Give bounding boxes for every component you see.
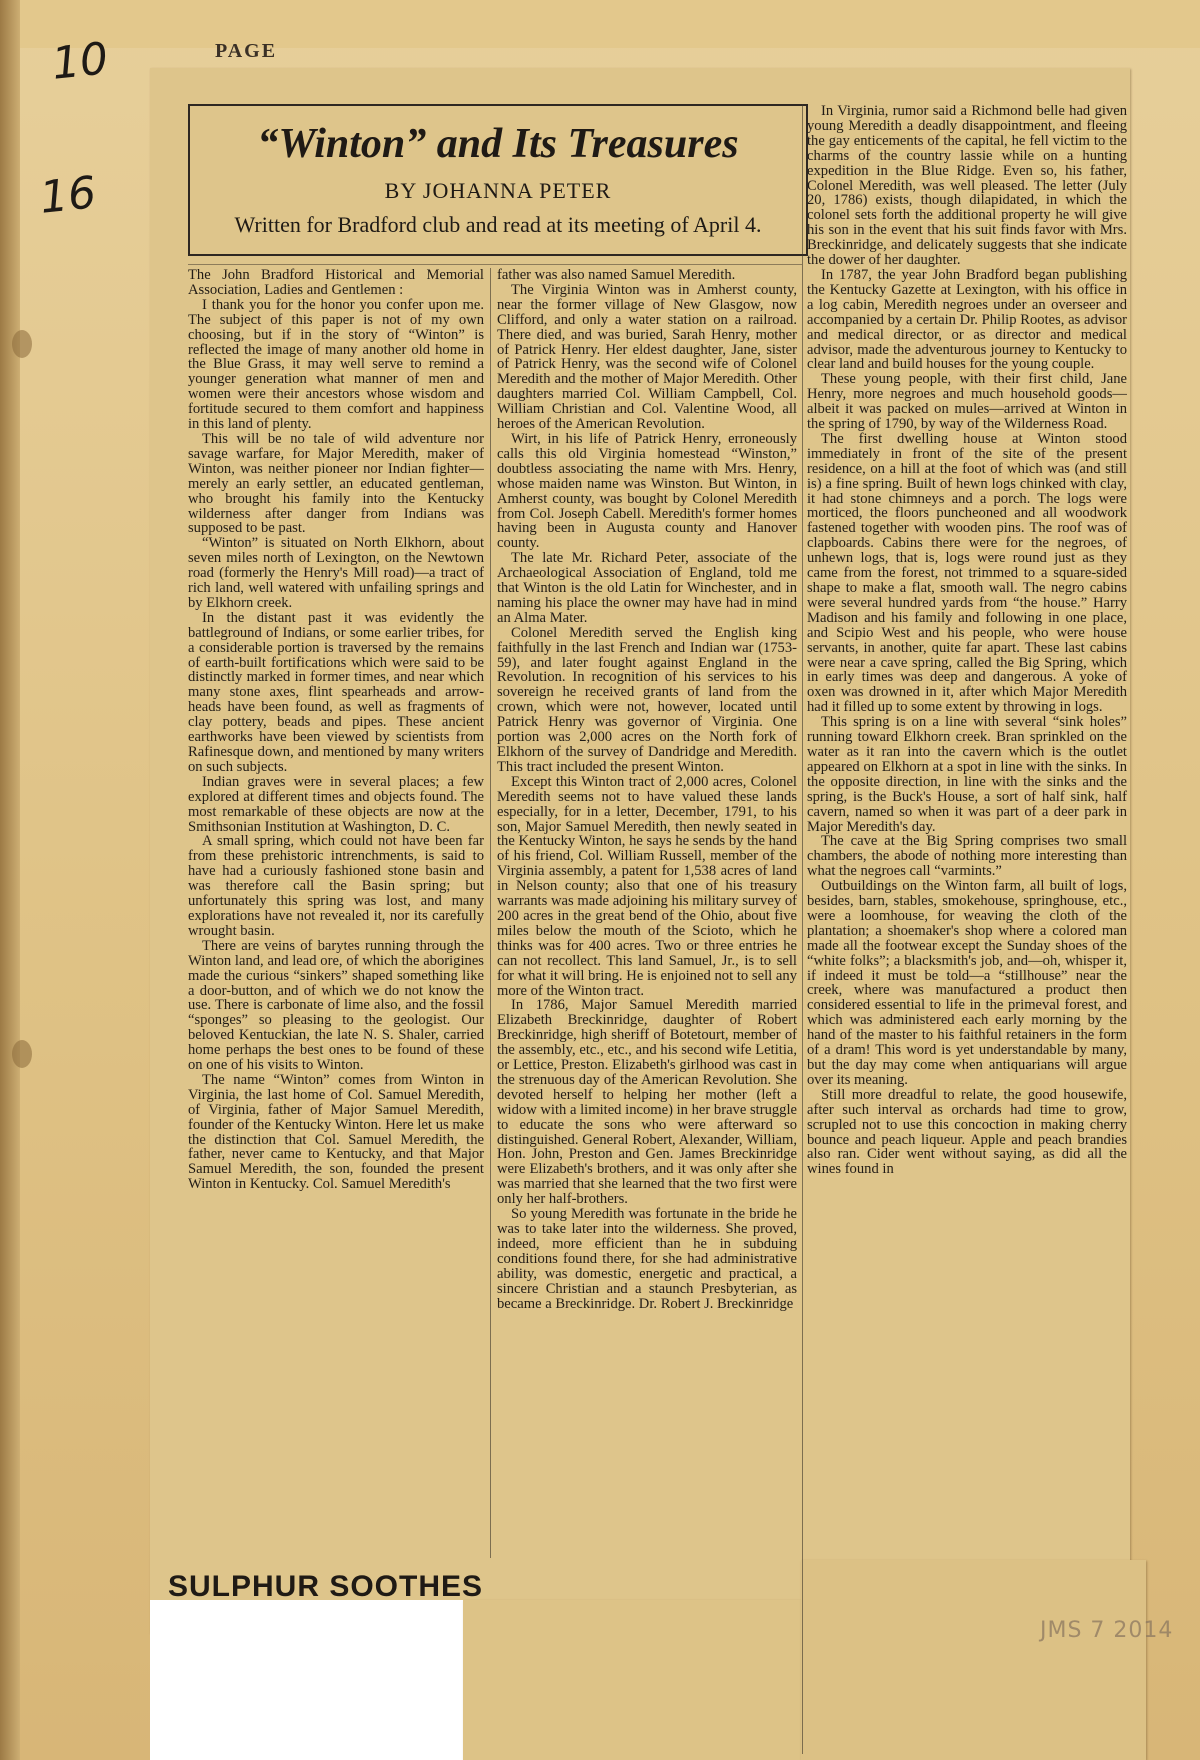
torn-bottom-gap: [150, 1600, 463, 1760]
punch-hole: [12, 330, 32, 358]
article-byline: BY JOHANNA PETER: [384, 178, 612, 203]
article-column-2: [497, 268, 797, 1748]
paragraph: The name “Winton” comes from Winton in Virginia, the last home of Col. Samuel Meredith, of Virginia, father of Major Samuel Meredith, founder of the Kentucky Winton. Here let us make the distinction that Col. Samuel Meredith, the father, never came to Kentucky, and that Major Samuel Meredith, the son, founded the present Winton in Kentucky. Col. Samuel Meredith's: [188, 1071, 484, 1193]
paragraph: “Winton” is situated on North Elkhorn, about seven miles north of Lexington, on the Newtown road (formerly the Henry's Mill road)—a tract of rich land, well watered with unfailing springs and by Elkhorn creek.: [188, 535, 484, 611]
punch-hole: [12, 1040, 32, 1068]
paragraph: Except this Winton tract of 2,000 acres, Colonel Meredith seems not to have valued these lands especially, for in a letter, December, 1791, to his son, Major Samuel Meredith, then newly seated in the Kentucky Winton, he says he sends by the hand of his friend, Col. William Russell, member of the Virginia assembly, a patent for 1,538 acres of land in Nelson county; also that one of his treasury warrants was made adjoining his military survey of 200 acres in the great bend of the Ohio, about five miles below the mouth of the Scioto, which he thinks was for 400 acres. Two or three entries he can not recollect. This land Samuel, Jr., is to sell for what it will bring. He is enjoined not to sell any more of the Winton tract.: [497, 773, 797, 999]
handwritten-mark-left: 16: [37, 167, 99, 224]
paragraph: I thank you for the honor you confer upon me. The subject of this paper is not of my own choosing, but if in the story of “Winton” is reflected the image of many another old home in the Blue Grass, it may well serve to remind a younger generation what manner of men and women were their ancestors whose wisdom and fortitude secured to them comfort and happiness in this land of plenty.: [188, 296, 484, 433]
headline-rule: [188, 264, 802, 265]
paragraph: So young Meredith was fortunate in the bride he was to take later into the wilderness. She proved, indeed, more efficient than he in subduing conditions found there, for she had administrative ability, was domestic, energetic and practical, a sincere Christian and a staunch Presbyterian, as became a Breckinridge. Dr. Robert J. Breckinridge: [497, 1206, 797, 1312]
paragraph: These young people, with their first child, Jane Henry, more negroes and much household goods—albeit it was packed on mules—arrived at Winton in the spring of 1790, by way of the Wilderness Road.: [807, 371, 1127, 433]
paragraph: Wirt, in his life of Patrick Henry, erroneously calls this old Virginia homestead “Winston,” doubtless associating the name with Mrs. Henry, whose maiden name was Winston. But Winton, in Amherst county, was bought by Colonel Meredith from Col. Joseph Cabell. Meredith's former homes having been in Augusta county and Hanover county.: [497, 430, 797, 552]
paragraph: This spring is on a line with several “sink holes” running toward Elkhorn creek. Bran sprinkled on the water as it ran into the cavern which is the outlet appeared on Elkhorn at a spot in line with the sinks. In the opposite direction, in line with the sinks and the spring, is the Buck's House, a sort of half sink, half cavern, named so when it was part of a deer park in Major Meredith's day.: [807, 714, 1127, 835]
headline-box: [188, 104, 808, 256]
paragraph: This will be no tale of wild adventure nor savage warfare, for Major Meredith, maker of Winton, was neither pioneer nor Indian fighter—merely an early settler, an educated gentleman, who brought his family into the Kentucky wilderness after danger from Indians was supposed to be past.: [188, 430, 484, 537]
column-rule: [490, 268, 491, 1558]
paragraph: The first dwelling house at Winton stood immediately in front of the site of the present residence, on a hill at the foot of which was (and still is) a fine spring. Built of hewn logs chinked with clay, it had stone chimneys and a porch. The logs were morticed, the floors puncheoned and all woodwork fastened together with wooden pins. The roof was of clapboards. Cabins there were for the negroes, of unhewn logs, that is, logs were round just as they came from the forest, not trimmed to a square-sided shape to make a flat, smooth wall. The negro cabins were several hundred yards from “the house.” Harry Madison and his family and following in one place, and Scipio West and his people, who were house servants, in another, quite far apart. These last cabins were near a cave spring, called the Big Spring, which in early times was deep and dangerous. A yoke of oxen was drowned in it, after which Major Meredith had it filled up to some extent by throwing in logs.: [807, 430, 1127, 716]
paragraph: father was also named Samuel Meredith.: [497, 268, 736, 283]
paragraph: In 1786, Major Samuel Meredith married Elizabeth Breckinridge, daughter of Robert Breckinridge, high sheriff of Botetourt, member of the assembly, etc., etc., and his second wife Letitia, or Lettice, Preston. Elizabeth's girlhood was cast in the strenuous day of the American Revolution. She devoted herself to helping her mother (left a widow with a limited income) in her brave struggle to educate the sons who were afterward so distinguished. General Robert, Alexander, William, Hon. John, Preston and Gen. James Breckinridge were Elizabeth's brothers, and it was only after she was married that she learned that the two first were only her half-brothers.: [497, 997, 797, 1208]
scrapbook-top-band: [0, 0, 1200, 48]
paragraph: In Virginia, rumor said a Richmond belle had given young Meredith a deadly disappointment, and fleeing the gay enticements of the capital, he fell victim to the charms of the country lassie while on a hunting expedition in the Blue Ridge. Even so, his father, Colonel Meredith, was well pleased. The letter (July 20, 1786) exists, though dilapidated, in which the colonel sets forth the additional property he will give his son in the event that his suit finds favor with Mrs. Breckinridge, and delicately suggests that she indicate the dower of her daughter.: [807, 104, 1127, 269]
paragraph: The cave at the Big Spring comprises two small chambers, the abode of nothing more interesting than what the negroes call “varmints.”: [807, 833, 1127, 880]
column-rule: [802, 104, 803, 1754]
next-article-headline: SULPHUR SOOTHES: [168, 1570, 484, 1603]
article-column-3: [807, 104, 1127, 1754]
binding-edge: [0, 0, 20, 1760]
article-column-1: [188, 268, 484, 1558]
handwritten-mark-top: 10: [49, 33, 111, 90]
paragraph: There are veins of barytes running through the Winton land, and lead ore, of which the aborigines made the curious “sinkers” shaped something like a door-button, and of which we do not know the use. There is carbonate of lime also, and the fossil “sponges” so pleasing to the geologist. Our beloved Kentuckian, the late N. S. Shaler, carried home perhaps the best ones to be found of these on one of his visits to Winton.: [188, 937, 484, 1074]
article-headline: “Winton” and Its Treasures: [257, 121, 739, 167]
paragraph: Indian graves were in several places; a few explored at different times and objects found. The most remarkable of these objects are now at the Smithsonian Institution at Washington, D. C.: [188, 773, 484, 835]
paragraph: Outbuildings on the Winton farm, all built of logs, besides, barn, stables, smokehouse, springhouse, etc., were a loomhouse, for weaving the cloth of the plantation; a shoemaker's shop where a colored man made all the footwear except the Sunday shoes of the “white folks”; a blacksmith's job, and—oh, whisper it, if indeed it must be told—a “stillhouse” near the creek, where was manufactured a product then considered essential to life in the primeval forest, and which was administered each early morning by the hand of the master to his faithful retainers in the form of a dram! This word is yet understandable by many, but the day may come when antiquarians will argue over its meaning.: [807, 878, 1127, 1088]
paragraph: Still more dreadful to relate, the good housewife, after such interval as orchards had time to grow, scrupled not to use this concoction in making cherry bounce and peach liqueur. Apple and peach brandies also ran. Cider went without saying, as did all the wines found in: [807, 1086, 1127, 1178]
paragraph: In 1787, the year John Bradford began publishing the Kentucky Gazette at Lexington, with his office in a log cabin, Meredith negroes under an overseer and accompanied by a certain Dr. Philip Rootes, as advisor and medical director, or as director and medical advisor, made the adventurous journey to Kentucky to clear land and build houses for the young couple.: [807, 266, 1127, 373]
page-label: PAGE: [215, 40, 278, 62]
paragraph: Colonel Meredith served the English king faithfully in the last French and Indian war (1753-59), and later fought against England in the Revolution. In recognition of his services to his sovereign he received grants of land from the crown, which were not, however, located until Patrick Henry was governor of Virginia. One portion was 2,000 acres on the North fork of Elkhorn of the survey of Dandridge and Meredith. This tract included the present Winton.: [497, 624, 797, 775]
article-subhead: Written for Bradford club and read at its meeting of April 4.: [234, 212, 762, 237]
paragraph: The John Bradford Historical and Memorial Association, Ladies and Gentlemen :: [188, 268, 484, 298]
archive-stamp: JMS 7 2014: [1040, 1618, 1174, 1643]
paragraph: In the distant past it was evidently the battleground of Indians, or some earlier tribes, for a considerable portion is traversed by the remains of earth-built fortifications which were said to be distinctly marked in former times, and near which many stone axes, flint spearheads and arrow-heads have been found, as well as fragments of clay pottery, beads and pipes. These ancient earthworks have been viewed by scientists from Rafinesque down, and mentioned by many writers on such subjects.: [188, 609, 484, 775]
paragraph: The late Mr. Richard Peter, associate of the Archaeological Association of England, told me that Winton is the old Latin for Winchester, and in naming his place the owner may have had in mind an Alma Mater.: [497, 550, 797, 626]
paragraph: A small spring, which could not have been far from these prehistoric intrenchments, is said to have had a curiously fashioned stone basin and was therefore call the Basin spring; but unfortunately this spring was lost, and many explorations have not revealed it, nor its carefully wrought basin.: [188, 833, 484, 939]
paragraph: The Virginia Winton was in Amherst county, near the former village of New Glasgow, now Clifford, and only a water station on a railroad. There died, and was buried, Sarah Henry, mother of Patrick Henry. Her eldest daughter, Jane, sister of Patrick Henry, was the second wife of Colonel Meredith and the mother of Major Meredith. Other daughters married Col. William Campbell, Col. William Christian and Col. Valentine Wood, all heroes of the American Revolution.: [497, 281, 797, 433]
